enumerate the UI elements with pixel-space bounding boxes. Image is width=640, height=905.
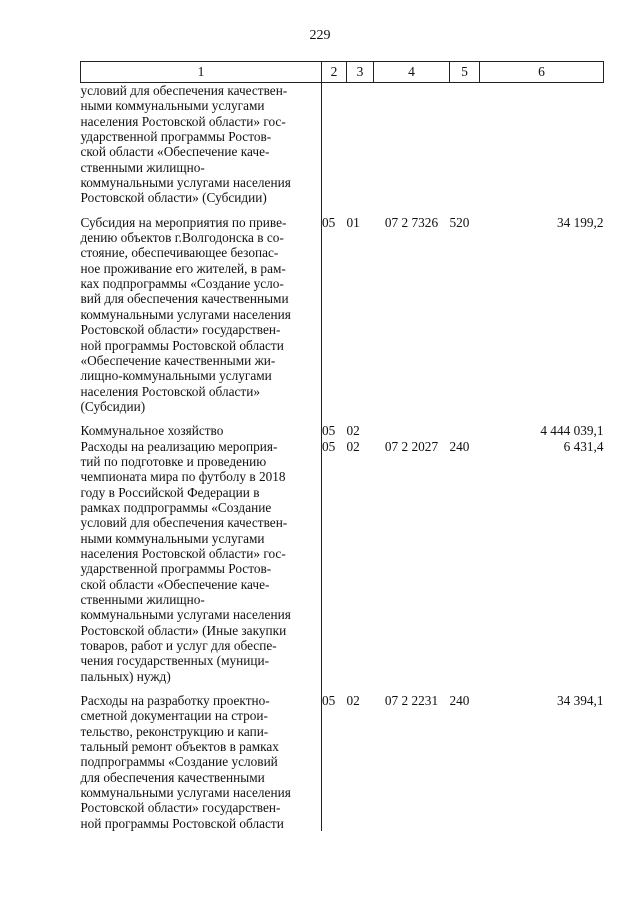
text-line: тельство, реконструкцию и капи-: [80, 723, 269, 739]
text-line: ной программы Ростовской области: [80, 337, 284, 353]
text-line: ударственной программы Ростов-: [80, 129, 272, 145]
text-line: Ростовской области» государствен-: [80, 322, 281, 338]
text-line: году в Российской Федерации в: [80, 484, 260, 500]
table-row: [81, 83, 604, 206]
text-line: ными коммунальными услугами: [80, 98, 265, 114]
text-line: населения Ростовской области»: [80, 383, 260, 399]
text-line: ными коммунальными услугами: [80, 530, 265, 546]
row-description: [81, 439, 322, 685]
section-code: 05: [322, 423, 336, 439]
text-line: стояние, обеспечивающее безопас-: [80, 245, 279, 261]
text-line: подпрограммы «Создание условий: [80, 754, 278, 770]
text-line: ное проживание его жителей, в рам-: [80, 260, 286, 276]
target-code: 07 2 2027: [384, 438, 439, 454]
text-line: Коммунальное хозяйство: [80, 423, 224, 439]
text-line: товаров, работ и услуг для обеспе-: [80, 638, 277, 654]
amount: [480, 83, 604, 206]
text-line: дению объектов г.Волгодонска в со-: [80, 230, 284, 246]
text-line: коммунальными услугами населения: [80, 306, 291, 322]
target-code: [374, 83, 450, 206]
text-line: ственными жилищно-: [80, 592, 205, 607]
table-body: [81, 83, 604, 832]
text-line: «Обеспечение качественными жи-: [80, 352, 276, 368]
subsection-code: 02: [346, 438, 360, 454]
target-code: 07 2 7326: [384, 214, 439, 230]
amount: 6 431,4: [563, 438, 604, 454]
expense-type-code: [450, 83, 480, 206]
subsection-code: [347, 83, 374, 206]
header-col-6: 6: [480, 62, 604, 83]
text-line: населения Ростовской области» гос-: [80, 545, 286, 561]
amount: 4 444 039,1: [540, 423, 604, 439]
text-line: ской области «Обеспечение каче-: [80, 576, 270, 592]
text-line: Субсидия на мероприятия по приве-: [80, 214, 287, 230]
row-spacer: [81, 206, 604, 215]
text-line: ской области «Обеспечение каче-: [80, 144, 270, 160]
subsection-code: 01: [346, 214, 360, 230]
target-code: 07 2 2231: [384, 693, 439, 709]
expense-type-code: 240: [449, 693, 470, 709]
budget-table: [80, 61, 604, 831]
page-number: 229: [309, 28, 331, 43]
text-line: ной программы Ростовской области: [80, 815, 284, 831]
row-description: [81, 215, 322, 414]
table-row: [81, 215, 604, 414]
section-code: [322, 83, 347, 206]
target-code: [374, 423, 450, 438]
expense-type-code: [450, 423, 480, 438]
expense-type-code: 240: [449, 438, 470, 454]
text-line: пальных) нужд): [80, 668, 171, 684]
header-col-4: 4: [374, 62, 450, 83]
subsection-code: 02: [346, 423, 360, 439]
table-row: [81, 439, 604, 685]
text-line: условий для обеспечения качествен-: [80, 83, 288, 98]
text-line: коммунальными услугами населения: [80, 607, 291, 623]
text-line: условий для обеспечения качествен-: [80, 515, 288, 531]
text-line: населения Ростовской области» гос-: [80, 113, 286, 129]
header-col-5: 5: [450, 62, 480, 83]
subsection-code: 02: [346, 693, 360, 709]
header-col-3: 3: [347, 62, 374, 83]
text-line: рамках подпрограммы «Создание: [80, 499, 272, 515]
header-row: [81, 62, 604, 83]
header-col-2: 2: [322, 62, 347, 83]
header-col-1: 1: [81, 62, 322, 83]
section-code: 05: [322, 693, 336, 709]
text-line: для обеспечения качественными: [80, 769, 265, 785]
text-line: вий для обеспечения качественными: [80, 291, 289, 307]
text-line: тальный ремонт объектов в рамках: [80, 739, 279, 755]
section-code: 05: [322, 214, 336, 230]
expense-type-code: 520: [449, 214, 470, 230]
amount: 34 199,2: [556, 214, 604, 230]
text-line: Ростовской области» государствен-: [80, 800, 281, 816]
row-spacer: [81, 414, 604, 423]
text-line: (Субсидии): [80, 398, 146, 414]
text-line: ственными жилищно-: [80, 159, 205, 175]
text-line: сметной документации на строи-: [80, 708, 268, 724]
text-line: Ростовской области» (Иные закупки: [80, 622, 287, 638]
text-line: Ростовской области» (Субсидии): [80, 190, 267, 206]
row-spacer: [81, 684, 604, 693]
text-line: Расходы на реализацию мероприя-: [80, 438, 278, 454]
text-line: лищно-коммунальными услугами: [80, 368, 272, 384]
text-line: коммунальными услугами населения: [80, 785, 291, 801]
text-line: чемпионата мира по футболу в 2018: [80, 469, 286, 485]
table-row: [81, 423, 604, 438]
text-line: тий по подготовке и проведению: [80, 453, 267, 469]
row-description: [81, 693, 322, 831]
row-description: [81, 83, 322, 206]
table-row: [81, 693, 604, 831]
text-line: ударственной программы Ростов-: [80, 561, 272, 577]
text-line: чения государственных (муници-: [80, 653, 270, 669]
row-description: [81, 423, 322, 438]
text-line: Расходы на разработку проектно-: [80, 693, 270, 709]
section-code: 05: [322, 438, 336, 454]
amount: 34 394,1: [556, 693, 604, 709]
text-line: ках подпрограммы «Создание усло-: [80, 276, 284, 292]
text-line: коммунальными услугами населения: [80, 175, 291, 191]
